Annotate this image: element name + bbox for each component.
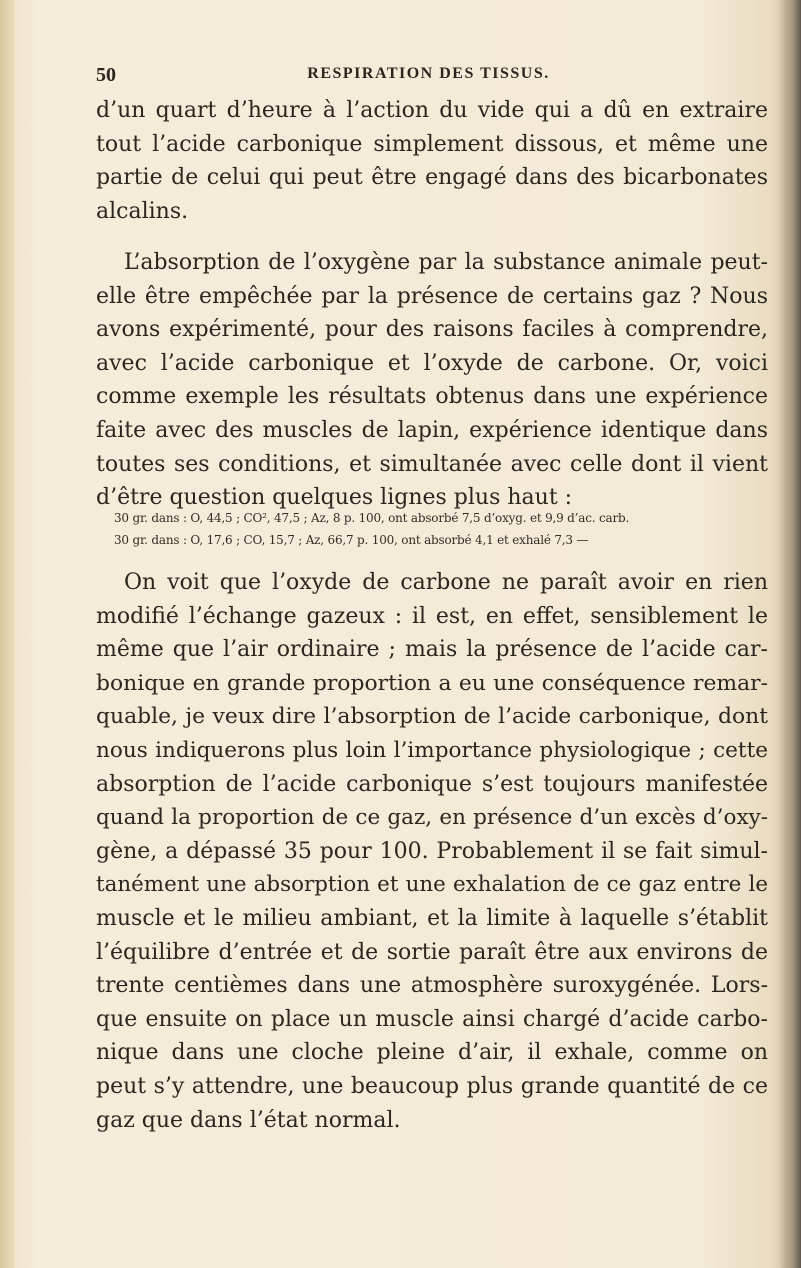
text-line: tout l’acide carbonique simplement dissous, et même une [96,131,768,157]
text-line: muscle et le milieu ambiant, et la limite à laquelle s’établit [96,905,768,931]
paragraph-conclusion [96,566,768,1137]
experiment-results [114,507,764,551]
text-line: que ensuite on place un muscle ainsi chargé d’acide carbo- [96,1006,768,1032]
result-line: 30 gr. dans : O, 44,5 ; CO², 47,5 ; Az, 8 p. 100, ont absorbé 7,5 d’oxyg. et 9,9 d’ac. carb. [114,511,630,525]
page-header [96,64,761,90]
text-line: On voit que l’oxyde de carbone ne paraît avoir en rien [124,570,768,595]
text-line: d’être question quelques lignes plus haut : [96,485,573,511]
text-line: faite avec des muscles de lapin, expérience identique dans [96,417,768,443]
text-line: tanément une absorption et une exhalation de ce gaz entre le [96,872,768,898]
result-line: 30 gr. dans : O, 17,6 ; CO, 15,7 ; Az, 66,7 p. 100, ont absorbé 4,1 et exhalé 7,3 — [114,533,589,547]
page-gutter-shadow [0,0,14,1268]
text-line: nous indiquerons plus loin l’importance physiologique ; cette [96,737,768,763]
text-line: elle être empêchée par la présence de certains gaz ? Nous [96,283,768,309]
text-line: avec l’acide carbonique et l’oxyde de carbone. Or, voici [96,350,768,376]
text-line: bonique en grande proportion a eu une conséquence remar- [96,670,768,696]
text-line: quand la proportion de ce gaz, en présence d’un excès d’oxy- [96,805,768,831]
text-line: modifié l’échange gazeux : il est, en effet, sensiblement le [96,603,768,629]
paragraph-question [96,246,768,515]
text-line: quable, je veux dire l’absorption de l’acide carbonique, dont [96,704,768,730]
text-line: comme exemple les résultats obtenus dans une expérience [96,384,768,410]
text-line: toutes ses conditions, et simultanée avec celle dont il vient [96,451,768,477]
text-line: gène, a dépassé 35 pour 100. Probablement il se fait simul- [96,838,768,864]
text-line: L’absorption de l’oxygène par la substance animale peut- [124,250,768,275]
page-edge-shadow [779,0,801,1268]
running-head: RESPIRATION DES TISSUS. [307,65,550,82]
text-line: nique dans une cloche pleine d’air, il exhale, comme on [96,1040,768,1066]
text-line: alcalins. [96,198,189,224]
text-line: partie de celui qui peut être engagé dans des bicarbonates [96,165,768,191]
text-line: avons expérimenté, pour des raisons faciles à comprendre, [96,317,768,343]
text-line: l’équilibre d’entrée et de sortie paraît être aux environs de [96,939,768,965]
paragraph-continuation [96,94,768,228]
text-line: peut s’y attendre, une beaucoup plus grande quantité de ce [96,1073,768,1099]
text-line: même que l’air ordinaire ; mais la présence de l’acide car- [96,637,768,663]
text-line: absorption de l’acide carbonique s’est toujours manifestée [96,771,768,797]
text-line: d’un quart d’heure à l’action du vide qui a dû en extraire [96,98,768,123]
text-line: trente centièmes dans une atmosphère suroxygénée. Lors- [96,973,768,999]
page-number: 50 [96,64,116,86]
text-line: gaz que dans l’état normal. [96,1107,401,1133]
